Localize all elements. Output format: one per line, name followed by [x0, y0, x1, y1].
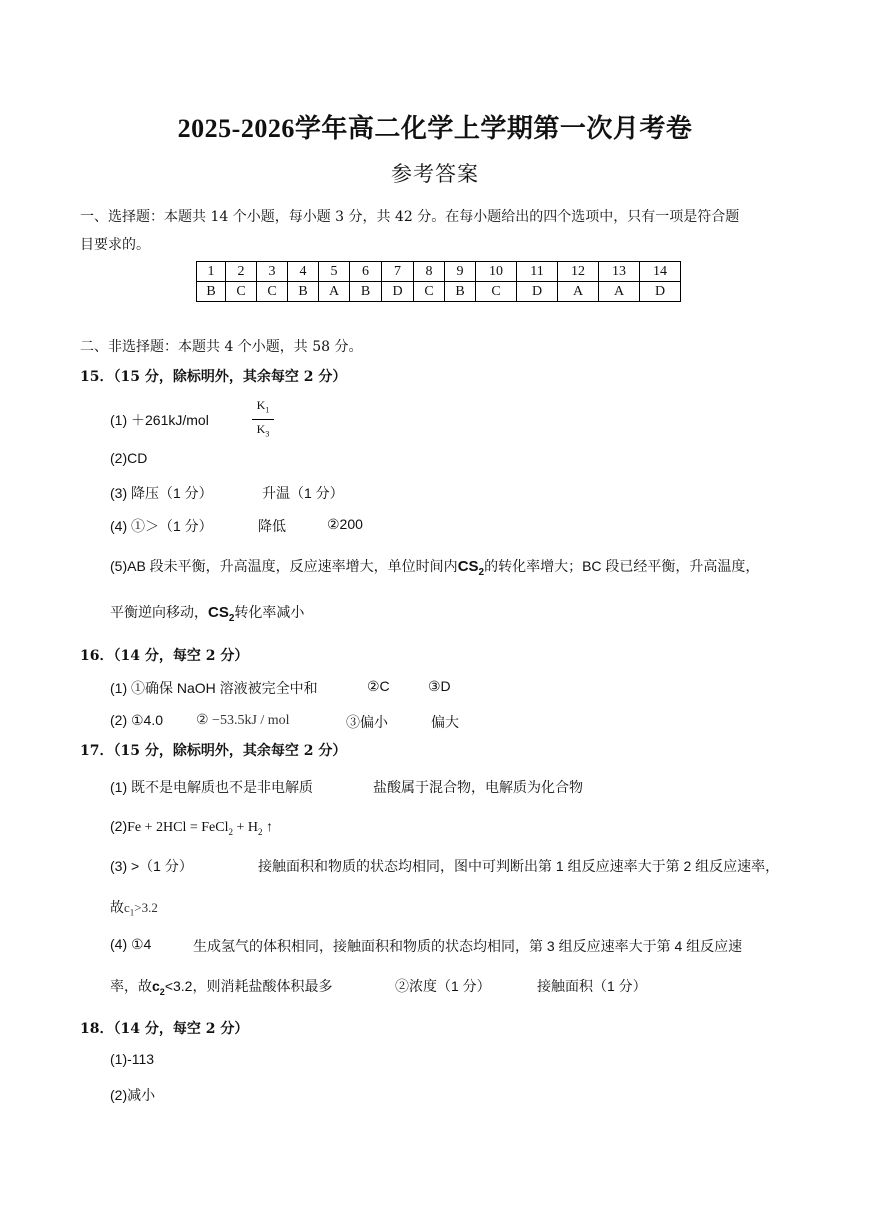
question-number-cell: 5	[319, 262, 350, 282]
section1-intro-line1: 一、选择题：本题共 14 个小题，每小题 3 分，共 42 分。在每小题给出的四个选项中，只有一项是符合题	[80, 209, 740, 225]
page-subtitle: 参考答案	[391, 162, 479, 186]
q17-answer-4a: (4) ①4	[110, 936, 152, 952]
q15-answer-1: (1) ＋261kJ/mol	[110, 412, 209, 428]
page-title: 2025-2026学年高二化学上学期第一次月考卷	[177, 114, 693, 143]
q15-answer-5-line1: (5)AB 段未平衡，升高温度，反应速率增大，单位时间内$CS_2$的转化率增大；BC 段已经平衡，升高温度，	[110, 558, 760, 578]
section2-header: 二、非选择题：本题共 4 个小题，共 58 分。	[80, 339, 363, 355]
q17-answer-3b: 接触面积和物质的状态均相同，图中可判断出第 1 组反应速率大于第 2 组反应速率，	[258, 858, 780, 874]
fe-hcl-equation: Fe + 2HCl = FeCl$_2$ + $H_2$ ↑	[127, 820, 273, 837]
q16-answer-2d: 偏大	[431, 714, 459, 730]
q18-answer-2: (2)减小	[110, 1087, 156, 1103]
answer-table-answer-row	[197, 282, 681, 302]
answer-cell: B	[288, 282, 319, 302]
answer-cell: C	[257, 282, 288, 302]
answer-cell: A	[558, 282, 599, 302]
q16-answer-1c: ③D	[428, 678, 451, 694]
q18-label: 18．（14 分，每空 2 分）	[80, 1021, 249, 1037]
question-number-cell: 3	[257, 262, 288, 282]
q15-answer-4c: ②200	[327, 516, 363, 532]
q17-answer-4d: ②浓度（1 分）	[395, 978, 491, 994]
q15-answer-3a: (3) 降压（1 分）	[110, 485, 213, 501]
question-number-cell: 4	[288, 262, 319, 282]
answer-cell: B	[350, 282, 382, 302]
question-number-cell: 11	[517, 262, 558, 282]
q17-answer-3c: 故$c_1>3.2$	[110, 899, 158, 918]
question-number-cell: 12	[558, 262, 599, 282]
q15-answer-3b: 升温（1 分）	[262, 485, 344, 501]
q17-answer-2: (2)Fe + 2HCl = FeCl$_2$ + $H_2$ ↑	[110, 818, 273, 837]
cs2-formula: $CS_2$	[208, 604, 235, 624]
q17-answer-3a: (3) >（1 分）	[110, 858, 193, 874]
question-number-cell: 10	[476, 262, 517, 282]
q17-answer-4e: 接触面积（1 分）	[537, 978, 647, 994]
answer-cell: D	[517, 282, 558, 302]
question-number-cell: 8	[414, 262, 445, 282]
answer-table-number-row	[197, 262, 681, 282]
q18-answer-1: (1)-113	[110, 1051, 155, 1067]
q17-answer-4b: 生成氢气的体积相同，接触面积和物质的状态均相同，第 3 组反应速率大于第 4 组反应速	[193, 938, 743, 954]
q16-answer-2a: (2) ①4.0	[110, 712, 164, 728]
q16-answer-2b: ② −53.5kJ / mol	[196, 713, 290, 728]
q15-answer-4b: 降低	[258, 518, 286, 534]
answer-cell: C	[226, 282, 257, 302]
section1-intro-line2: 目要求的。	[80, 237, 150, 253]
question-number-cell: 1	[197, 262, 226, 282]
q15-answer-5-line2: 平衡逆向移动，$CS_2$转化率减小	[110, 604, 305, 624]
q15-answer-2: (2)CD	[110, 450, 148, 466]
answer-cell: C	[476, 282, 517, 302]
q17-label: 17．（15 分，除标明外，其余每空 2 分）	[80, 743, 347, 759]
question-number-cell: 13	[599, 262, 640, 282]
question-number-cell: 6	[350, 262, 382, 282]
answer-cell: B	[445, 282, 476, 302]
q15-answer-4a: (4) ①＞（1 分）	[110, 518, 213, 534]
answer-cell: B	[197, 282, 226, 302]
q15-k-ratio-fraction	[252, 398, 274, 442]
question-number-cell: 14	[640, 262, 681, 282]
q17-answer-1a: (1) 既不是电解质也不是非电解质	[110, 779, 313, 795]
q16-answer-1b: ②C	[367, 678, 390, 694]
question-number-cell: 9	[445, 262, 476, 282]
fraction-denominator: $K_3$	[256, 422, 270, 439]
q15-label: 15．（15 分，除标明外，其余每空 2 分）	[80, 369, 347, 385]
question-number-cell: 7	[382, 262, 414, 282]
q16-answer-2c: ③偏小	[346, 714, 388, 730]
answer-cell: A	[599, 282, 640, 302]
answer-table	[196, 261, 681, 302]
c1-variable: $c_1>3.2$	[124, 900, 158, 918]
q16-label: 16．（14 分，每空 2 分）	[80, 648, 249, 664]
q16-answer-1a: (1) ①确保 NaOH 溶液被完全中和	[110, 680, 318, 696]
cs2-formula: $CS_2$	[457, 558, 485, 578]
answer-cell: D	[640, 282, 681, 302]
answer-cell: C	[414, 282, 445, 302]
q17-answer-1b: 盐酸属于混合物，电解质为化合物	[373, 779, 583, 795]
fraction-bar	[252, 419, 274, 420]
fraction-numerator: $K_1$	[256, 398, 270, 415]
question-number-cell: 2	[226, 262, 257, 282]
q17-answer-4c: 率，故$c_2<3.2$，则消耗盐酸体积最多	[110, 978, 333, 997]
answer-cell: D	[382, 282, 414, 302]
answer-cell: A	[319, 282, 350, 302]
c2-variable: $c_2$	[152, 978, 165, 997]
